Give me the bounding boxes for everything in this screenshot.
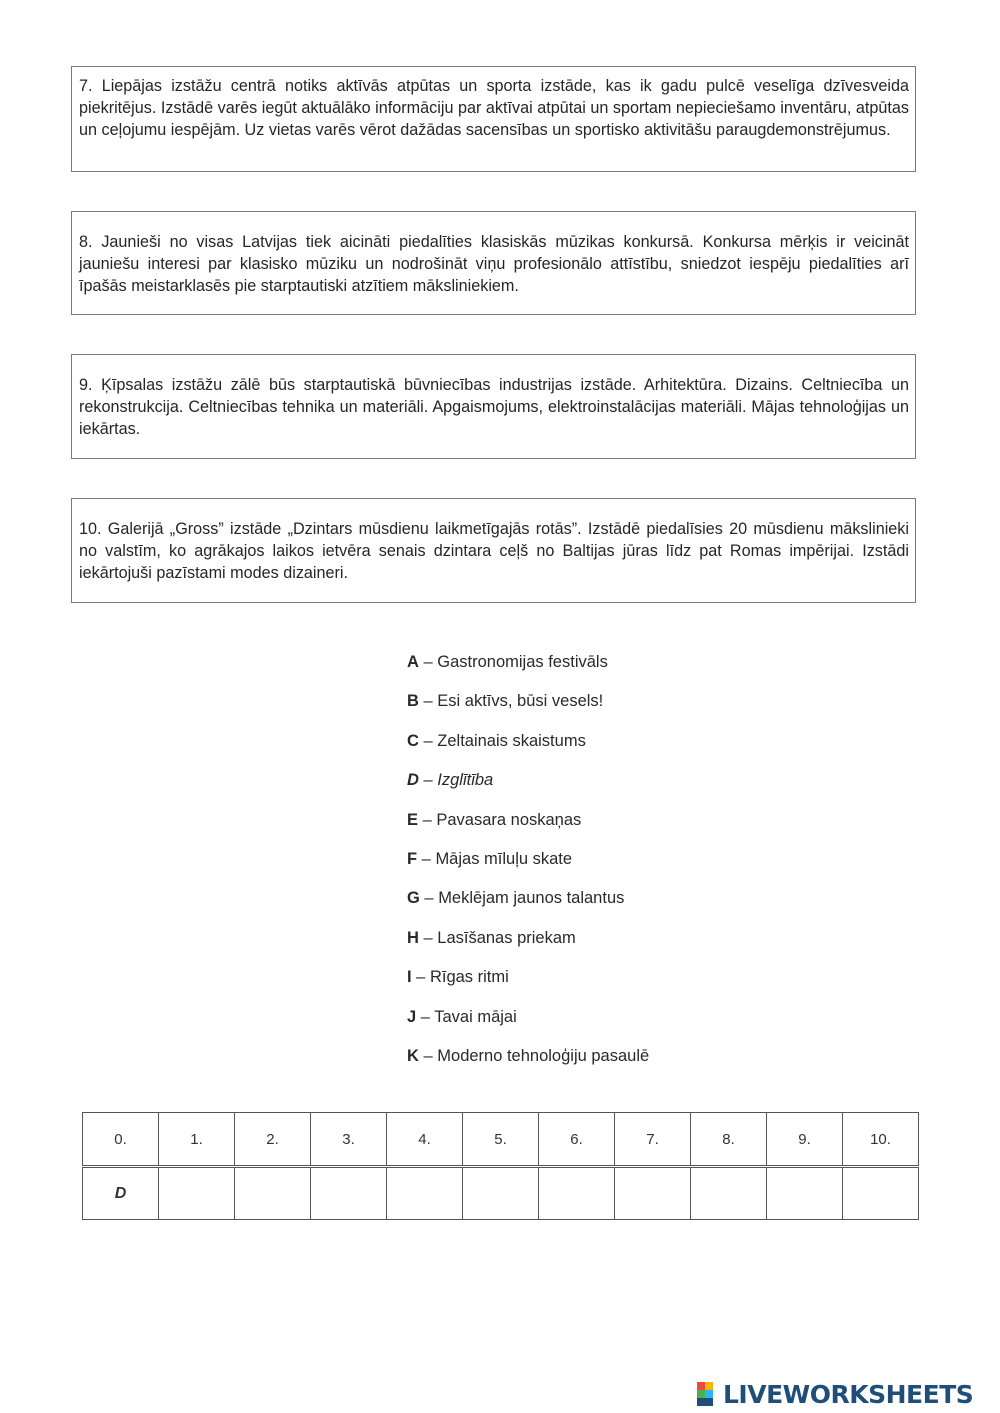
option-d bbox=[407, 768, 649, 807]
option-text: – Mājas mīluļu skate bbox=[417, 849, 573, 868]
option-k bbox=[407, 1044, 649, 1083]
passage-10 bbox=[71, 498, 916, 603]
header-cell-6: 6. bbox=[539, 1113, 615, 1167]
option-text: – Pavasara noskaņas bbox=[418, 810, 582, 829]
option-letter: I bbox=[407, 968, 412, 987]
option-a bbox=[407, 650, 649, 689]
option-text: – Rīgas ritmi bbox=[411, 968, 509, 987]
option-text: – Meklējam jaunos talantus bbox=[419, 889, 625, 908]
option-letter: J bbox=[407, 1007, 417, 1026]
passage-8 bbox=[71, 211, 916, 315]
liveworksheets-logo-icon bbox=[697, 1382, 721, 1406]
passage-7-text: 7. Liepājas izstāžu centrā notiks aktīvās atpūtas un sporta izstāde, kas ik gadu pulcē veselīga dzīvesveida piekritējus. Izstādē varēs iegūt aktuālāko informāciju par aktīvai atpūtai un sportam nepieciešamo inventāru, atpūtas un ceļojumu iespējām. Uz vietas varēs vērot dažādas sacensības un sportisko aktivitāšu paraugdemonstrējumus. bbox=[79, 77, 909, 139]
answer-cell-6[interactable] bbox=[539, 1167, 615, 1220]
option-text: – Moderno tehnoloģiju pasaulē bbox=[418, 1046, 650, 1065]
option-letter: B bbox=[407, 692, 419, 711]
option-b bbox=[407, 689, 649, 728]
header-cell-0: 0. bbox=[83, 1113, 159, 1167]
passage-10-text: 10. Galerijā „Gross” izstāde „Dzintars mūsdienu laikmetīgajās rotās”. Izstādē piedalīsies 20 mūsdienu mākslinieki no valstīm, ko agrākajos laikos ietvēra senais dzintara ceļš no Baltijas jūras līdz pat Romas impērijai. Izstādi iekārtojuši pazīstami modes dizaineri. bbox=[79, 520, 909, 582]
passage-9-text: 9. Ķīpsalas izstāžu zālē būs starptautiskā būvniecības industrijas izstāde. Arhitektūra. Dizains. Celtniecība un rekonstrukcija. Celtniecības tehnika un materiāli. Apgaismojums, elektroinstalācijas materiāli. Mājas tehnoloģijas un iekārtas. bbox=[79, 376, 909, 438]
option-text: – Esi aktīvs, būsi vesels! bbox=[418, 692, 604, 711]
option-letter: H bbox=[407, 928, 419, 947]
option-text: – Izglītība bbox=[418, 771, 494, 790]
header-cell-2: 2. bbox=[235, 1113, 311, 1167]
option-c bbox=[407, 729, 649, 768]
header-cell-3: 3. bbox=[311, 1113, 387, 1167]
header-cell-9: 9. bbox=[767, 1113, 843, 1167]
answer-cell-3[interactable] bbox=[311, 1167, 387, 1220]
header-cell-5: 5. bbox=[463, 1113, 539, 1167]
option-j bbox=[407, 1005, 649, 1044]
answer-cell-4[interactable] bbox=[387, 1167, 463, 1220]
option-h bbox=[407, 926, 649, 965]
logo-text: LIVEWORKSHEETS bbox=[723, 1379, 974, 1409]
answer-cell-5[interactable] bbox=[463, 1167, 539, 1220]
answer-cell-7[interactable] bbox=[615, 1167, 691, 1220]
answer-cell-1[interactable] bbox=[159, 1167, 235, 1220]
option-letter: A bbox=[407, 653, 419, 671]
header-cell-8: 8. bbox=[691, 1113, 767, 1167]
answer-cell-10[interactable] bbox=[843, 1167, 919, 1220]
passage-7 bbox=[71, 66, 916, 172]
answer-cell-0: D bbox=[83, 1167, 159, 1220]
option-letter: K bbox=[407, 1046, 419, 1065]
option-text: – Gastronomijas festivāls bbox=[418, 653, 608, 671]
title-options-list bbox=[407, 650, 649, 1083]
header-cell-1: 1. bbox=[159, 1113, 235, 1167]
option-letter: G bbox=[407, 889, 420, 908]
option-letter: D bbox=[407, 771, 419, 790]
option-f bbox=[407, 847, 649, 886]
option-letter: E bbox=[407, 810, 419, 829]
option-letter: C bbox=[407, 731, 419, 750]
option-text: – Zeltainais skaistums bbox=[418, 731, 586, 750]
passage-9 bbox=[71, 354, 916, 459]
option-letter: F bbox=[407, 849, 418, 868]
header-cell-4: 4. bbox=[387, 1113, 463, 1167]
answer-table-header-row bbox=[83, 1113, 919, 1167]
option-text: – Tavai mājai bbox=[416, 1007, 517, 1026]
liveworksheets-logo[interactable] bbox=[697, 1378, 973, 1410]
answer-table-answer-row bbox=[83, 1167, 919, 1220]
header-cell-7: 7. bbox=[615, 1113, 691, 1167]
option-i bbox=[407, 965, 649, 1004]
option-e bbox=[407, 808, 649, 847]
answer-cell-9[interactable] bbox=[767, 1167, 843, 1220]
option-text: – Lasīšanas priekam bbox=[418, 928, 576, 947]
answer-cell-8[interactable] bbox=[691, 1167, 767, 1220]
header-cell-10: 10. bbox=[843, 1113, 919, 1167]
answer-cell-2[interactable] bbox=[235, 1167, 311, 1220]
option-g bbox=[407, 886, 649, 925]
answer-table bbox=[82, 1112, 919, 1220]
passage-8-text: 8. Jaunieši no visas Latvijas tiek aicināti piedalīties klasiskās mūzikas konkursā. Konkursa mērķis ir veicināt jauniešu interesi par klasisko mūziku un nodrošināt viņu profesionālo attīstību, sniedzot iespēju piedalīties arī īpašās meistarklasēs pie starptautiski atzītiem māksliniekiem. bbox=[79, 233, 909, 295]
